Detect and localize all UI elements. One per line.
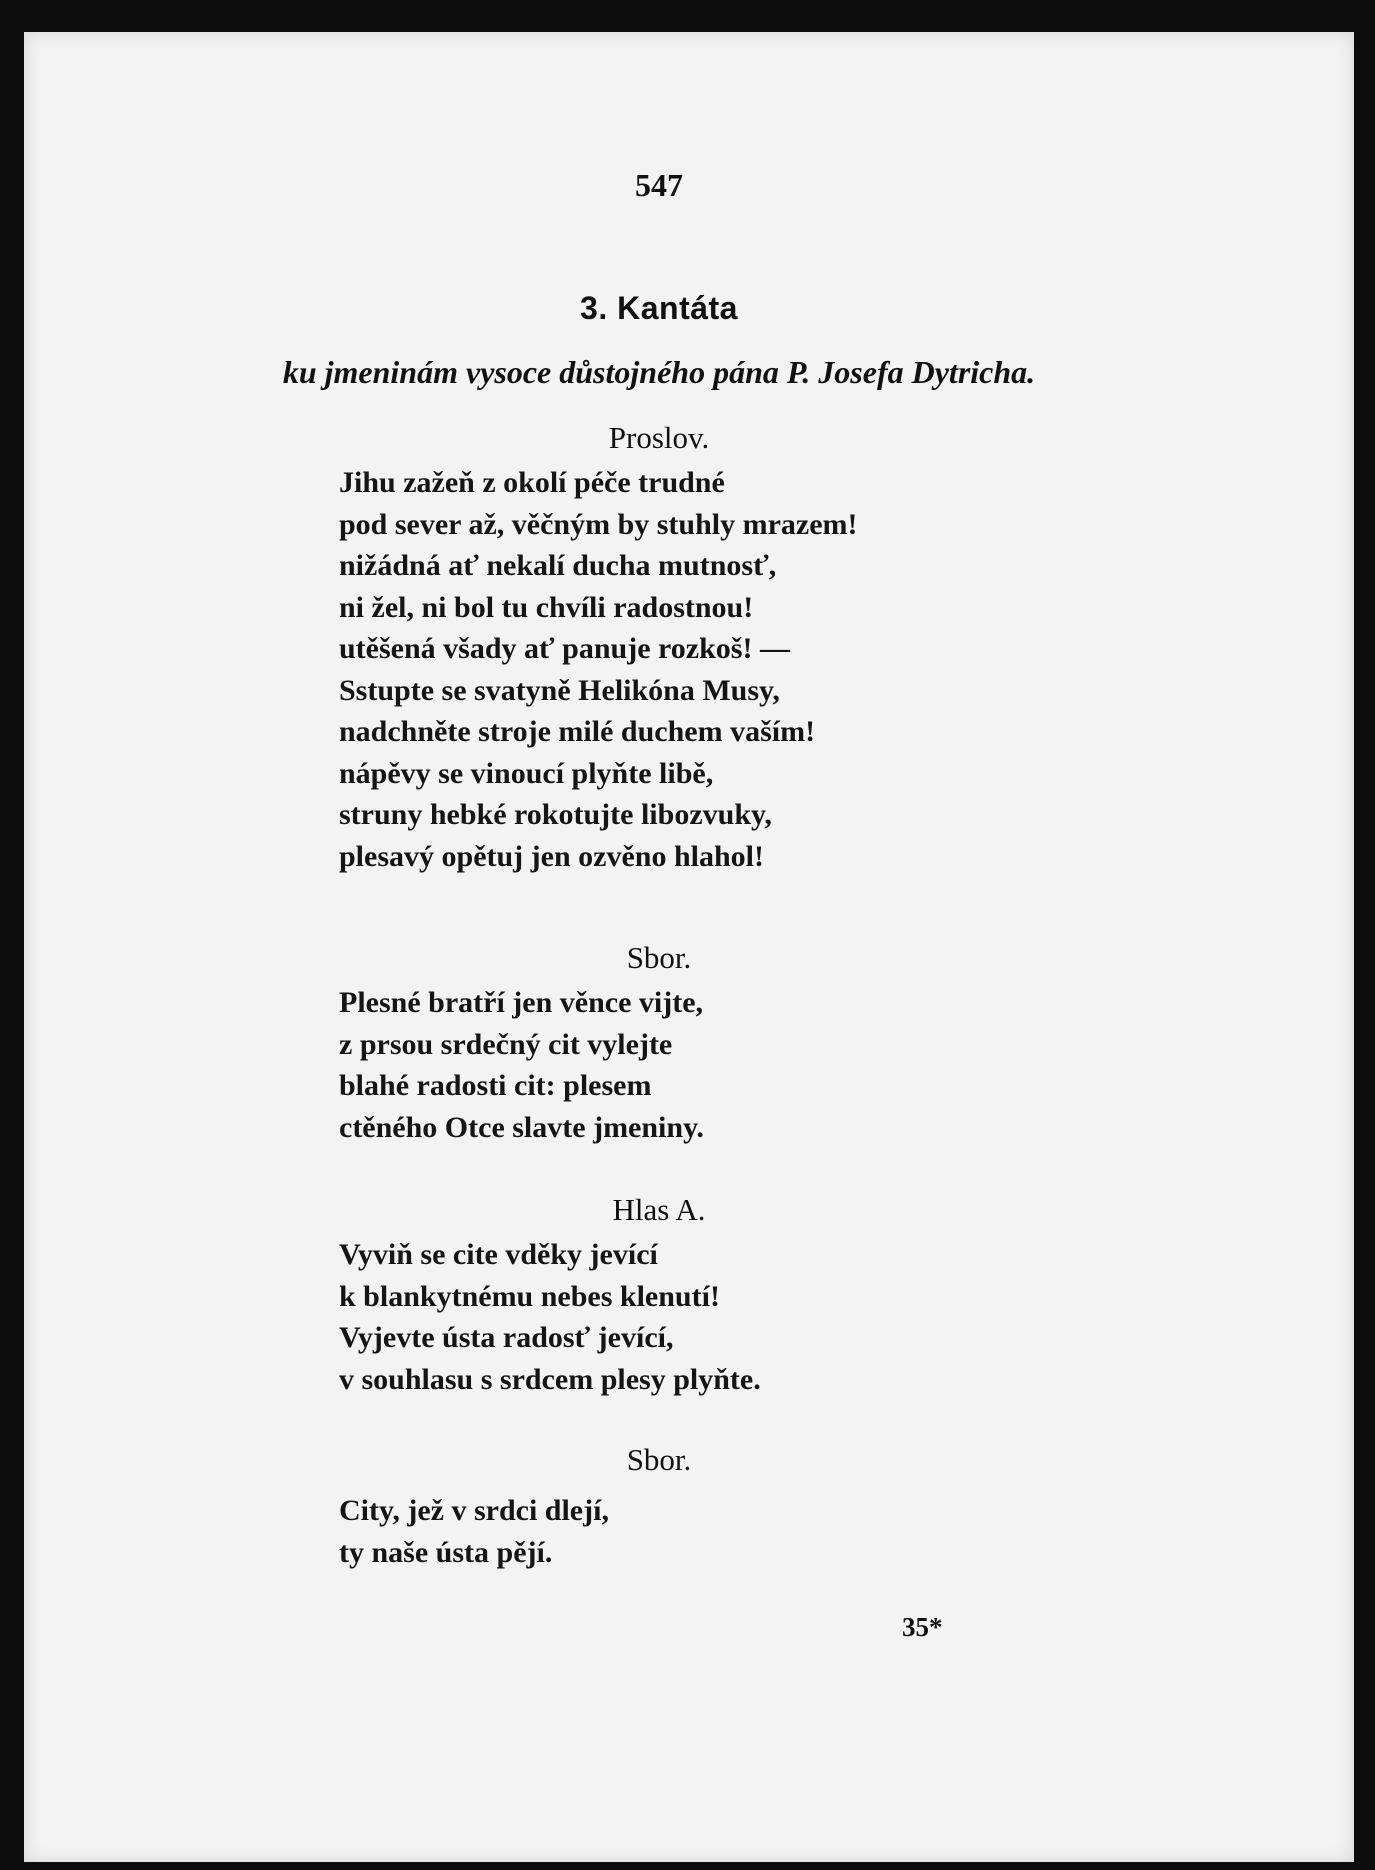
verse-line: v souhlasu s srdcem plesy plyňte. — [339, 1362, 761, 1396]
page-number: 547 — [635, 167, 683, 203]
section-heading-hlas-a: Hlas A. — [612, 1192, 706, 1227]
verse-line: Plesné bratří jen věnce vijte, — [339, 986, 704, 1019]
verse-line: ctěného Otce slavte jmeniny. — [339, 1110, 704, 1144]
verse-line: pod sever až, věčným by stuhly mrazem! — [339, 507, 858, 541]
verse-line: Sstupte se svatyně Helikóna Musy, — [339, 673, 780, 707]
verse-line: nápěvy se vinoucí plyňte libě, — [339, 756, 714, 790]
section-heading-proslov: Proslov. — [608, 420, 710, 455]
verse-line: struny hebké rokotujte libozvuky, — [339, 798, 772, 831]
verse-line: Vyjevte ústa radosť jevící, — [339, 1321, 674, 1354]
stanza-sbor-1 — [339, 982, 704, 1148]
verse-line: utěšená všady ať panuje rozkoš! — — [339, 632, 790, 665]
verse-line: City, jež v srdci dlejí, — [339, 1494, 609, 1527]
verse-line: ni žel, ni bol tu chvíli radostnou! — [339, 590, 754, 624]
verse-line: k blankytnému nebes klenutí! — [339, 1279, 720, 1313]
signature-mark: 35* — [902, 1612, 943, 1642]
verse-line: plesavý opětuj jen ozvěno hlahol! — [339, 839, 765, 873]
verse-line: Vyviň se cite vděky jevící — [339, 1238, 658, 1271]
book-page — [24, 32, 1354, 1862]
verse-line: ty naše ústa pějí. — [339, 1535, 553, 1569]
verse-line: Jihu zažeň z okolí péče trudné — [339, 466, 725, 499]
verse-line: z prsou srdečný cit vylejte — [339, 1027, 673, 1061]
poem-subtitle: ku jmeninám vysoce důstojného pána P. Josefa Dytricha. — [282, 354, 1036, 390]
section-heading-sbor-2: Sbor. — [626, 1442, 692, 1477]
poem-title: 3. Kantáta — [580, 290, 738, 326]
verse-line: nadchněte stroje milé duchem vaším! — [339, 715, 816, 748]
section-heading-sbor-1: Sbor. — [626, 940, 692, 975]
stanza-proslov — [339, 462, 858, 877]
stanza-hlas-a — [339, 1234, 761, 1400]
stanza-sbor-2 — [339, 1490, 609, 1573]
verse-line: nižádná ať nekalí ducha mutnosť, — [339, 549, 777, 582]
verse-line: blahé radosti cit: plesem — [339, 1069, 652, 1102]
